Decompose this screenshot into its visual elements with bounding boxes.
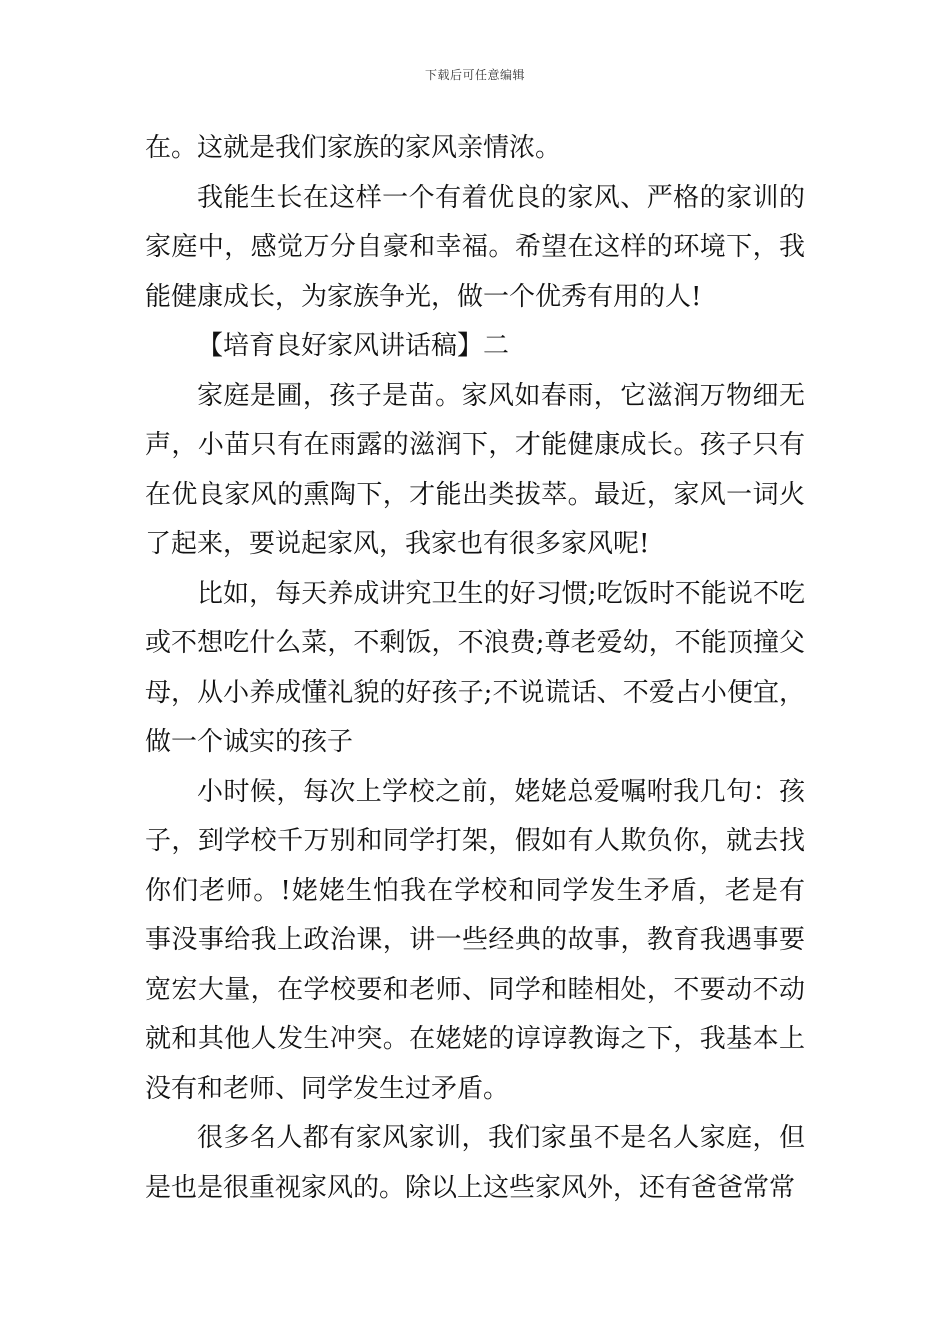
- paragraph-continuation: 在。这就是我们家族的家风亲情浓。: [145, 133, 562, 163]
- paragraph: 很多名人都有家风家训，我们家虽不是名人家庭，但是也是很重视家风的。除以上这些家风外，还有爸爸常常: [145, 1123, 805, 1203]
- document-body: [145, 124, 805, 1213]
- paragraph: 我能生长在这样一个有着优良的家风、严格的家训的家庭中，感觉万分自豪和幸福。希望在这样的环境下，我能健康成长，为家族争光，做一个优秀有用的人!: [145, 182, 805, 312]
- paragraph: 小时候，每次上学校之前，姥姥总爱嘱咐我几句：孩子，到学校千万别和同学打架，假如有人欺负你，就去找你们老师。!姥姥生怕我在学校和同学发生矛盾，老是有事没事给我上政治课，讲一些经典的故事，教育我遇事要宽宏大量，在学校要和老师、同学和睦相处，不要动不动就和其他人发生冲突。在姥姥的谆谆教诲之下，我基本上没有和老师、同学发生过矛盾。: [145, 776, 805, 1104]
- section-heading: 【培育良好家风讲话稿】二: [197, 331, 510, 361]
- paragraph: 比如，每天养成讲究卫生的好习惯;吃饭时不能说不吃或不想吃什么菜，不剩饭，不浪费;尊老爱幼，不能顶撞父母，从小养成懂礼貌的好孩子;不说谎话、不爱占小便宜，做一个诚实的孩子: [145, 578, 805, 757]
- header-note: 下载后可任意编辑: [424, 68, 525, 82]
- paragraph: 家庭是圃，孩子是苗。家风如春雨，它滋润万物细无声，小苗只有在雨露的滋润下，才能健康成长。孩子只有在优良家风的熏陶下，才能出类拔萃。最近，家风一词火了起来，要说起家风，我家也有很多家风呢!: [145, 380, 805, 559]
